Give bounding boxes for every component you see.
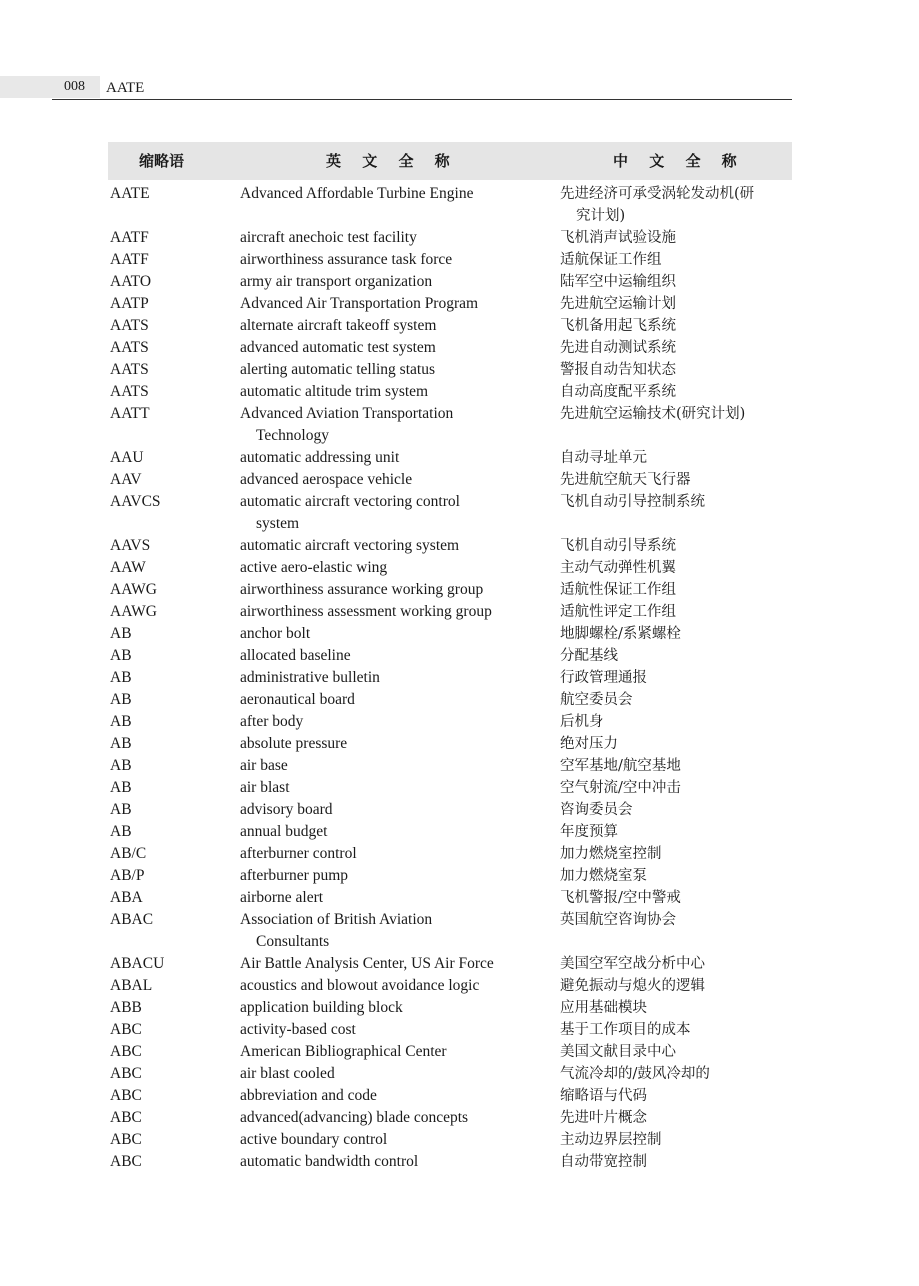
chinese-term-line: 先进航空航天飞行器 [560, 472, 691, 488]
english-term-cell [240, 381, 530, 403]
chinese-term-line: 行政管理通报 [560, 670, 647, 686]
english-term-cell [240, 183, 530, 205]
english-term-cell [240, 315, 530, 337]
chinese-term-line: 英国航空咨询协会 [560, 912, 676, 928]
chinese-term-cell [560, 821, 796, 843]
chinese-term-line: 自动寻址单元 [560, 450, 647, 466]
english-term-line: administrative bulletin [240, 669, 380, 686]
english-term-cell [240, 1107, 530, 1129]
english-term-line: automatic aircraft vectoring control [240, 493, 460, 510]
english-term-line: Advanced Aviation Transportation [240, 405, 454, 422]
english-term-line: air blast cooled [240, 1065, 335, 1082]
english-term-cell [240, 469, 530, 491]
chinese-term-cell [560, 997, 796, 1019]
abbreviation-cell: AAWG [110, 581, 157, 598]
abbreviation-cell: AATP [110, 295, 149, 312]
english-term-cell [240, 733, 530, 755]
chinese-term-cell [560, 271, 796, 293]
chinese-term-line: 应用基础模块 [560, 1000, 647, 1016]
english-term-cell [240, 491, 530, 535]
chinese-term-cell [560, 1085, 796, 1107]
abbreviation-cell: AATT [110, 405, 150, 422]
chinese-term-line: 美国文献目录中心 [560, 1044, 676, 1060]
english-term-line: advanced(advancing) blade concepts [240, 1109, 469, 1126]
english-term-line: active boundary control [240, 1131, 388, 1148]
chinese-term-line: 飞机自动引导系统 [560, 538, 676, 554]
abbreviation-cell: ABAC [110, 911, 154, 928]
chinese-term-cell [560, 1019, 796, 1041]
english-term-cell [240, 293, 530, 315]
chinese-term-cell [560, 1129, 796, 1151]
english-term-line: army air transport organization [240, 273, 433, 290]
english-term-line: active aero-elastic wing [240, 559, 388, 576]
chinese-term-cell [560, 557, 796, 579]
chinese-term-line: 缩略语与代码 [560, 1088, 647, 1104]
abbreviation-cell: ABC [110, 1065, 142, 1082]
chinese-term-line: 绝对压力 [560, 736, 618, 752]
abbreviation-cell: ABB [110, 999, 142, 1016]
table-row [108, 755, 792, 777]
english-term-line: airworthiness assurance task force [240, 251, 453, 268]
english-term-line: aeronautical board [240, 691, 355, 708]
english-term-cell [240, 1129, 530, 1151]
english-term-line: airborne alert [240, 889, 324, 906]
chinese-term-line: 分配基线 [560, 648, 618, 664]
chinese-term-cell [560, 469, 796, 491]
english-term-line: alternate aircraft takeoff system [240, 317, 437, 334]
abbreviation-cell: AB [110, 713, 132, 730]
english-term-cell [240, 623, 530, 645]
english-term-cell [240, 359, 530, 381]
english-term-cell [240, 887, 530, 909]
table-row [108, 733, 792, 755]
abbreviation-cell: AATS [110, 383, 149, 400]
table-row [108, 469, 792, 491]
chinese-term-line: 先进航空运输技术(研究计划) [560, 406, 746, 422]
chinese-term-line: 适航性评定工作组 [560, 604, 676, 620]
table-row [108, 1041, 792, 1063]
abbreviation-cell: ABC [110, 1087, 142, 1104]
abbreviation-cell: AAV [110, 471, 142, 488]
abbreviation-cell: ABACU [110, 955, 165, 972]
table-row [108, 227, 792, 249]
abbreviation-cell: AB [110, 823, 132, 840]
chinese-term-cell [560, 667, 796, 689]
table-row [108, 865, 792, 887]
english-term-line: automatic bandwidth control [240, 1153, 419, 1170]
english-term-line: Association of British Aviation [240, 911, 433, 928]
chinese-term-cell [560, 777, 796, 799]
english-term-cell [240, 271, 530, 293]
abbreviation-cell: AB [110, 669, 132, 686]
english-term-line: aircraft anechoic test facility [240, 229, 417, 246]
table-row [108, 1129, 792, 1151]
table-row [108, 447, 792, 469]
english-term-cell [240, 821, 530, 843]
english-term-line: afterburner control [240, 845, 357, 862]
english-term-line: Technology [256, 427, 329, 444]
abbreviation-cell: AATS [110, 317, 149, 334]
chinese-term-cell [560, 491, 796, 513]
chinese-term-line: 适航保证工作组 [560, 252, 662, 268]
table-row [108, 1151, 792, 1173]
chinese-term-line: 警报自动告知状态 [560, 362, 676, 378]
chinese-term-line: 陆军空中运输组织 [560, 274, 676, 290]
english-term-cell [240, 997, 530, 1019]
english-term-line: Consultants [256, 933, 330, 950]
table-row [108, 293, 792, 315]
english-term-cell [240, 1041, 530, 1063]
chinese-term-line: 年度预算 [560, 824, 618, 840]
chinese-term-line: 加力燃烧室泵 [560, 868, 647, 884]
chinese-term-line: 究计划) [576, 208, 626, 224]
abbreviation-cell: AB [110, 757, 132, 774]
table-row [108, 645, 792, 667]
abbreviation-table [108, 142, 792, 1173]
abbreviation-cell: AB [110, 779, 132, 796]
chinese-term-line: 加力燃烧室控制 [560, 846, 662, 862]
table-row [108, 777, 792, 799]
english-term-line: alerting automatic telling status [240, 361, 435, 378]
chinese-term-cell [560, 447, 796, 469]
chinese-term-line: 飞机自动引导控制系统 [560, 494, 705, 510]
table-row [108, 843, 792, 865]
abbreviation-cell: ABC [110, 1153, 142, 1170]
english-term-line: system [256, 515, 300, 532]
abbreviation-cell: ABC [110, 1021, 142, 1038]
chinese-term-cell [560, 579, 796, 601]
chinese-term-cell [560, 1151, 796, 1173]
table-row [108, 997, 792, 1019]
column-header-abbreviation: 缩略语 [139, 152, 185, 170]
chinese-term-cell [560, 975, 796, 997]
chinese-term-cell [560, 1063, 796, 1085]
table-row [108, 337, 792, 359]
chinese-term-cell [560, 359, 796, 381]
abbreviation-cell: AATS [110, 339, 149, 356]
english-term-line: after body [240, 713, 304, 730]
page-number: 008 [64, 79, 85, 94]
abbreviation-cell: AATF [110, 251, 149, 268]
table-row [108, 1063, 792, 1085]
running-head [0, 76, 792, 98]
table-row [108, 535, 792, 557]
table-row [108, 491, 792, 535]
table-row [108, 183, 792, 227]
chinese-term-cell [560, 887, 796, 909]
chinese-term-line: 飞机消声试验设施 [560, 230, 676, 246]
table-row [108, 711, 792, 733]
chinese-term-cell [560, 183, 796, 227]
english-term-line: application building block [240, 999, 403, 1016]
chinese-term-line: 空军基地/航空基地 [560, 758, 681, 774]
table-row [108, 953, 792, 975]
chinese-term-cell [560, 755, 796, 777]
chinese-term-cell [560, 799, 796, 821]
table-row [108, 271, 792, 293]
table-header [108, 142, 792, 180]
english-term-line: advanced aerospace vehicle [240, 471, 413, 488]
chinese-term-cell [560, 337, 796, 359]
chinese-term-cell [560, 535, 796, 557]
abbreviation-cell: AAVCS [110, 493, 161, 510]
table-row [108, 557, 792, 579]
chinese-term-cell [560, 865, 796, 887]
english-term-cell [240, 689, 530, 711]
abbreviation-cell: AATS [110, 361, 149, 378]
english-term-line: Air Battle Analysis Center, US Air Force [240, 955, 494, 972]
abbreviation-cell: AB [110, 691, 132, 708]
english-term-cell [240, 1063, 530, 1085]
abbreviation-cell: AATE [110, 185, 150, 202]
chinese-term-line: 美国空军空战分析中心 [560, 956, 705, 972]
table-row [108, 249, 792, 271]
english-term-cell [240, 249, 530, 271]
header-rule [52, 99, 792, 100]
abbreviation-cell: AAW [110, 559, 146, 576]
english-term-line: air base [240, 757, 288, 774]
abbreviation-cell: AATO [110, 273, 152, 290]
chinese-term-cell [560, 293, 796, 315]
english-term-cell [240, 909, 530, 953]
abbreviation-cell: AB/C [110, 845, 147, 862]
abbreviation-cell: ABC [110, 1131, 142, 1148]
chinese-term-cell [560, 1107, 796, 1129]
table-row [108, 799, 792, 821]
chinese-term-cell [560, 249, 796, 271]
english-term-line: allocated baseline [240, 647, 351, 664]
abbreviation-cell: AB [110, 801, 132, 818]
chinese-term-line: 飞机警报/空中警戒 [560, 890, 681, 906]
chinese-term-line: 主动气动弹性机翼 [560, 560, 676, 576]
table-row [108, 359, 792, 381]
chinese-term-cell [560, 689, 796, 711]
english-term-cell [240, 557, 530, 579]
chinese-term-cell [560, 623, 796, 645]
english-term-line: afterburner pump [240, 867, 349, 884]
table-row [108, 381, 792, 403]
english-term-line: absolute pressure [240, 735, 348, 752]
abbreviation-cell: AB [110, 625, 132, 642]
english-term-cell [240, 843, 530, 865]
chinese-term-cell [560, 645, 796, 667]
english-term-line: automatic altitude trim system [240, 383, 429, 400]
table-row [108, 623, 792, 645]
english-term-line: Advanced Air Transportation Program [240, 295, 479, 312]
chinese-term-cell [560, 315, 796, 337]
chinese-term-line: 自动带宽控制 [560, 1154, 647, 1170]
chinese-term-cell [560, 953, 796, 975]
english-term-cell [240, 777, 530, 799]
abbreviation-cell: AATF [110, 229, 149, 246]
english-term-line: airworthiness assessment working group [240, 603, 492, 620]
chinese-term-cell [560, 227, 796, 249]
table-row [108, 689, 792, 711]
abbreviation-cell: ABC [110, 1109, 142, 1126]
chinese-term-line: 先进叶片概念 [560, 1110, 647, 1126]
table-row [108, 403, 792, 447]
table-row [108, 821, 792, 843]
english-term-cell [240, 645, 530, 667]
english-term-line: airworthiness assurance working group [240, 581, 484, 598]
chinese-term-line: 避免振动与熄火的逻辑 [560, 978, 705, 994]
english-term-cell [240, 953, 530, 975]
english-term-line: air blast [240, 779, 290, 796]
table-body [108, 180, 792, 1173]
chinese-term-cell [560, 843, 796, 865]
english-term-line: acoustics and blowout avoidance logic [240, 977, 480, 994]
english-term-cell [240, 337, 530, 359]
english-term-cell [240, 975, 530, 997]
abbreviation-cell: ABAL [110, 977, 153, 994]
english-term-line: American Bibliographical Center [240, 1043, 447, 1060]
english-term-cell [240, 1085, 530, 1107]
english-term-cell [240, 227, 530, 249]
table-row [108, 1107, 792, 1129]
english-term-cell [240, 667, 530, 689]
chinese-term-cell [560, 1041, 796, 1063]
english-term-line: annual budget [240, 823, 328, 840]
chinese-term-line: 后机身 [560, 714, 604, 730]
table-row [108, 909, 792, 953]
chinese-term-cell [560, 601, 796, 623]
english-term-line: advanced automatic test system [240, 339, 436, 356]
english-term-cell [240, 447, 530, 469]
table-row [108, 315, 792, 337]
chinese-term-line: 飞机备用起飞系统 [560, 318, 676, 334]
chinese-term-line: 自动高度配平系统 [560, 384, 676, 400]
table-row [108, 887, 792, 909]
abbreviation-cell: AAVS [110, 537, 151, 554]
table-row [108, 1085, 792, 1107]
chinese-term-line: 航空委员会 [560, 692, 633, 708]
english-term-line: abbreviation and code [240, 1087, 377, 1104]
english-term-line: activity-based cost [240, 1021, 356, 1038]
table-row [108, 601, 792, 623]
table-row [108, 667, 792, 689]
english-term-cell [240, 403, 530, 447]
abbreviation-cell: AAWG [110, 603, 157, 620]
chinese-term-line: 先进经济可承受涡轮发动机(研 [560, 186, 755, 202]
abbreviation-cell: AAU [110, 449, 144, 466]
chinese-term-line: 适航性保证工作组 [560, 582, 676, 598]
table-row [108, 579, 792, 601]
english-term-cell [240, 1019, 530, 1041]
english-term-line: anchor bolt [240, 625, 311, 642]
english-term-cell [240, 535, 530, 557]
chinese-term-line: 气流冷却的/鼓风冷却的 [560, 1066, 710, 1082]
english-term-line: Advanced Affordable Turbine Engine [240, 185, 474, 202]
english-term-cell [240, 755, 530, 777]
chinese-term-line: 先进航空运输计划 [560, 296, 676, 312]
english-term-cell [240, 1151, 530, 1173]
english-term-line: automatic addressing unit [240, 449, 400, 466]
chinese-term-line: 先进自动测试系统 [560, 340, 676, 356]
chinese-term-line: 咨询委员会 [560, 802, 633, 818]
chinese-term-cell [560, 403, 796, 425]
chinese-term-cell [560, 733, 796, 755]
chinese-term-cell [560, 711, 796, 733]
chinese-term-line: 地脚螺栓/系紧螺栓 [560, 626, 681, 642]
column-header-english: 英 文 全 称 [326, 152, 458, 170]
running-title: AATE [106, 80, 145, 96]
english-term-cell [240, 799, 530, 821]
abbreviation-cell: AB [110, 735, 132, 752]
abbreviation-cell: AB [110, 647, 132, 664]
column-header-chinese: 中 文 全 称 [613, 152, 745, 170]
chinese-term-cell [560, 381, 796, 403]
abbreviation-cell: AB/P [110, 867, 145, 884]
english-term-cell [240, 601, 530, 623]
abbreviation-cell: ABC [110, 1043, 142, 1060]
table-row [108, 975, 792, 997]
english-term-cell [240, 711, 530, 733]
english-term-cell [240, 579, 530, 601]
chinese-term-line: 基于工作项目的成本 [560, 1022, 691, 1038]
table-row [108, 1019, 792, 1041]
english-term-line: advisory board [240, 801, 333, 818]
page-tab [0, 76, 100, 98]
chinese-term-line: 主动边界层控制 [560, 1132, 662, 1148]
chinese-term-cell [560, 909, 796, 931]
abbreviation-cell: ABA [110, 889, 143, 906]
english-term-cell [240, 865, 530, 887]
chinese-term-line: 空气射流/空中冲击 [560, 780, 681, 796]
english-term-line: automatic aircraft vectoring system [240, 537, 460, 554]
